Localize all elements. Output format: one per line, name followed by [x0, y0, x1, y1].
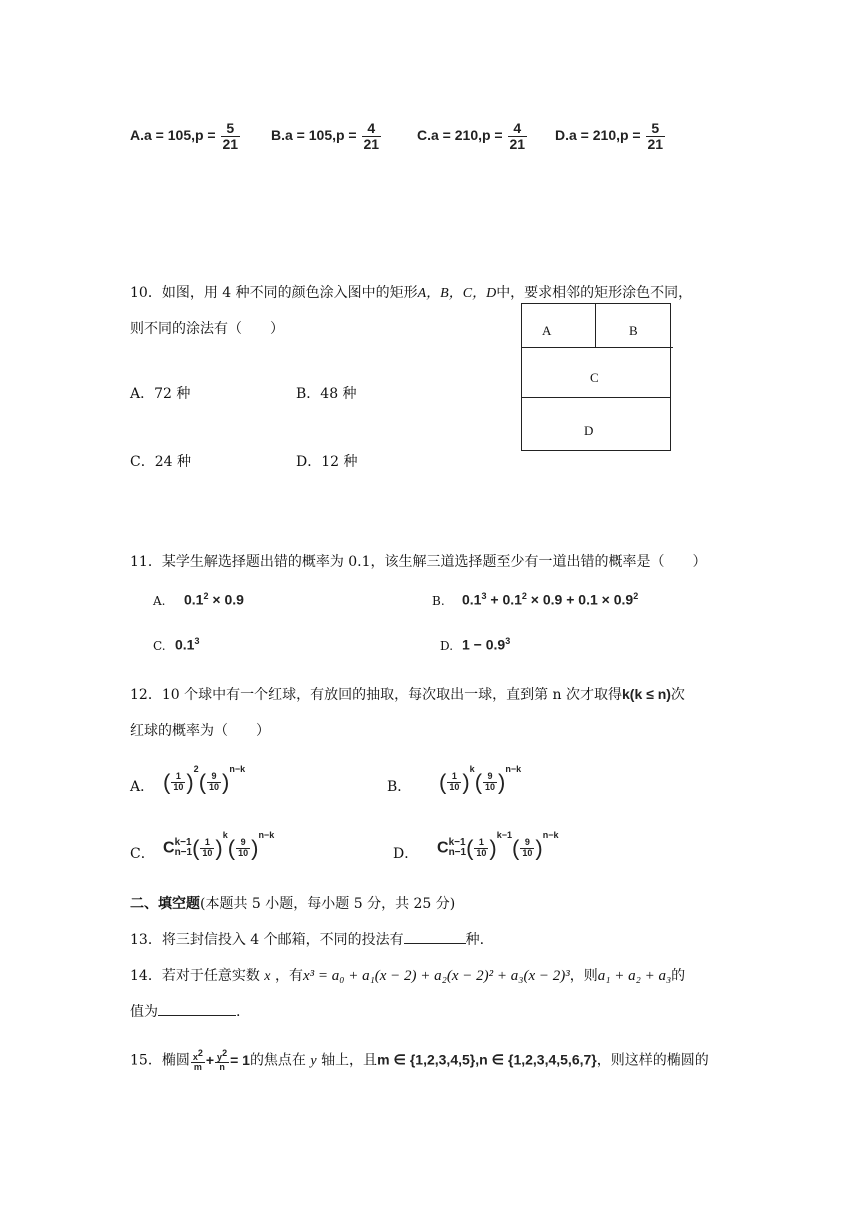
q12-option-a-expr: ( $\frac{1}{10}$ )$^2$( $\frac{9}{10}$ )$^{n-k}$ [163, 764, 246, 795]
q10-option-d: D．12 种 [296, 454, 358, 470]
diagram-label-b: B [629, 323, 638, 338]
q9-option-c-fraction: $\frac{4}{21}$ [509, 120, 526, 152]
q12-option-d-label: D． [393, 846, 419, 862]
q12-option-c-comb: C [163, 839, 175, 857]
q12-option-b-expr: ( $\frac{1}{10}$ )$^k$( $\frac{9}{10}$ )$^{n-k}$ [439, 764, 522, 795]
q11-option-c-label: C. [153, 639, 166, 653]
q12-stem-line1: 12．10 个球中有一个红球，有放回的抽取，每次取出一球，直到第 n 次才取得k(k ≤ n)次 [130, 686, 685, 703]
q10-rectangle-diagram [521, 303, 671, 451]
q9-option-b [271, 121, 382, 151]
q10-stem-line2: 则不同的涂法有（ ） [130, 321, 284, 337]
q11-option-a-label: A. [153, 594, 166, 608]
q12-condition: k(k ≤ n) [622, 686, 671, 702]
q10-option-a: A．72 种 [130, 386, 191, 402]
q15-stem: 15．椭圆 $\frac{x^2}{m}$ + $\frac{y^2}{n}$ = 1的焦点在 y 轴上，且m ∈ {1,2,3,4,5},n ∈ {1,2,3,4,5,6,7}，则这样的椭圆的 [130, 1048, 709, 1073]
q11-option-b-label: B. [432, 594, 445, 608]
q9-option-a-expr: a = 105,p = [144, 126, 216, 143]
q12-option-a-label: A． [130, 779, 155, 795]
q11-option-d-label: D. [440, 639, 454, 653]
diagram-label-a: A [542, 323, 552, 338]
q9-option-c-label: C. [417, 126, 431, 143]
q12-option-c-label: C． [130, 846, 155, 862]
q10-option-c: C．24 种 [130, 454, 191, 470]
q10-vars: A，B，C，D [417, 286, 497, 301]
q14-sum: a₁ + a₂ + a₃ [597, 968, 672, 984]
q9-option-c-expr: a = 210,p = [431, 126, 503, 143]
q12-option-c-expr: C k−1 n−1 ( $\frac{1}{10}$ )$^k$( $\frac{9}{10}$ )$^{n-k}$ [163, 830, 275, 861]
q15-ellipse-eq: $\frac{x^2}{m}$ + $\frac{y^2}{n}$ = 1 [192, 1048, 250, 1073]
q9-option-d-label: D. [555, 126, 569, 143]
q11-stem: 11．某学生解选择题出错的概率为 0.1，该生解三道选择题至少有一道出错的概率是（ ） [130, 554, 707, 570]
q9-option-a-label: A. [130, 126, 144, 143]
q12-stem-line2: 红球的概率为（ ） [130, 723, 270, 739]
q9-option-b-expr: a = 105,p = [285, 126, 357, 143]
q9-option-d-fraction: $\frac{5}{21}$ [647, 120, 664, 152]
q12-option-b-label: B． [387, 779, 412, 795]
diagram-divider-mid [521, 397, 670, 398]
q9-option-a [130, 121, 241, 151]
section2-title: 二、填空题 [130, 896, 200, 912]
q9-option-c [417, 121, 528, 151]
q9-option-b-label: B. [271, 126, 285, 143]
q12-option-d-comb: C [437, 839, 449, 857]
q13-stem: 13．将三封信投入 4 个邮箱，不同的投法有 种. [130, 929, 484, 949]
q9-option-a-fraction: $\frac{5}{21}$ [222, 120, 239, 152]
section2-heading [130, 893, 455, 913]
q14-stem-line1: 14．若对于任意实数 x ，有x³ = a₀ + a₁(x − 2) + a₂(x − 2)² + a₃(x − 2)³，则a₁ + a₂ + a₃的 [130, 968, 686, 984]
q11-option-a-expr: $0.1^2 \times 0.9$ [184, 591, 244, 608]
q9-option-d-expr: a = 210,p = [569, 126, 641, 143]
q11-option-b-expr: $0.1^3 + 0.1^2 \times 0.9 + 0.1 \times 0.9^2$ [462, 591, 639, 608]
diagram-divider-ab [595, 303, 596, 347]
q10-stem-line1: 10．如图，用 4 种不同的颜色涂入图中的矩形A，B，C，D中，要求相邻的矩形涂色不同， [130, 285, 693, 301]
section2-desc: (本题共 5 小题，每小题 5 分，共 25 分) [200, 896, 456, 912]
q12-option-d-expr: C k−1 n−1 ( $\frac{1}{10}$ )$^{k-1}$( $\frac{9}{10}$ )$^{n-k}$ [437, 830, 559, 861]
q11-option-c-expr: $0.1^3$ [175, 636, 200, 653]
diagram-divider-top [521, 347, 673, 348]
diagram-label-d: D [584, 423, 594, 438]
q15-sets: m ∈ {1,2,3,4,5},n ∈ {1,2,3,4,5,6,7} [377, 1051, 597, 1068]
q11-option-d-expr: $1 - 0.9^3$ [462, 636, 511, 653]
q14-answer-blank [158, 1001, 236, 1016]
diagram-label-c: C [590, 370, 599, 385]
q14-equation: x³ = a₀ + a₁(x − 2) + a₂(x − 2)² + a₃(x − 2)³ [302, 968, 570, 984]
q9-option-b-fraction: $\frac{4}{21}$ [363, 120, 380, 152]
q9-option-d [555, 121, 666, 151]
q14-stem-line2: 值为 . [130, 1001, 240, 1021]
q13-answer-blank [404, 929, 466, 944]
q10-option-b: B．48 种 [296, 386, 357, 402]
